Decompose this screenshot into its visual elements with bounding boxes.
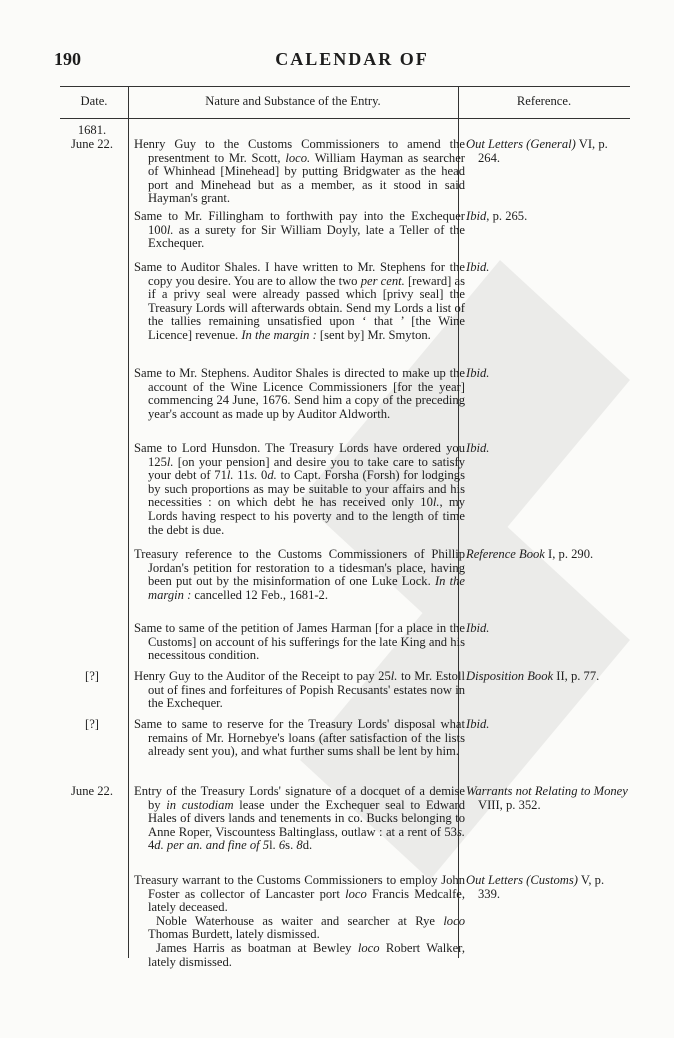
entry-text: Henry Guy to the Auditor of the Receipt to pay 25l. to Mr. Estoll out of fines and forfeitures of Popish Recusants' estates now in the Exchequer.: [134, 669, 465, 711]
entry-text: Treasury warrant to the Customs Commissioners to employ John Foster as collector of Lancaster port loco Francis Medcalfe, lately deceased. Noble Waterhouse as waiter and searcher at Rye loco Thomas Burdett, lately dismissed. James Harris as boatman at Bewley loco Robert Walker, lately dismissed.: [134, 873, 465, 969]
entry-text: Entry of the Treasury Lords' signature of a docquet of a demise by in custodiam lease under the Exchequer seal to Edward Hales of divers lands and tenements in co. Bucks belonging to Anne Roper, Viscountess Baltinglass, outlaw : at a rent of 53s. 4d. per an. and fine of 5l. 6s. 8d.: [134, 784, 466, 853]
running-title: CALENDAR OF: [275, 49, 429, 69]
entry-reference: Ibid.: [466, 717, 490, 731]
entry-text: Same to Mr. Stephens. Auditor Shales is directed to make up the account of the Wine Licence Commissioners [for the year] commencing 24 June, 1676. Send him a copy of the preceding year's account as made up by Auditor Aldworth.: [134, 366, 465, 421]
entry-reference: Reference Book I, p. 290.: [466, 547, 594, 561]
entry-date: 1681. June 22.: [71, 123, 113, 151]
entry-reference: Ibid.: [466, 366, 490, 380]
entry-text: Same to Lord Hunsdon. The Treasury Lords have ordered you 125l. [on your pension] and desire you to take care to satisfy your debt of 71l. 11s. 0d. to Capt. Forsha (Forsh) for lodgings by such proportions as may be suitable to your affairs and his necessities : on which debt he has received only 10l., my Lords having respect to his poverty and to the length of time the debt is due.: [134, 441, 466, 537]
column-header-nature: Nature and Substance of the Entry.: [205, 94, 381, 108]
column-header-reference: Reference.: [516, 94, 572, 108]
entry-reference: Ibid, p. 265.: [466, 209, 528, 223]
entry-text: Same to same to reserve for the Treasury Lords' disposal what remains of Mr. Hornebye's loans (after satisfaction of the lists already sent you), and what further sums shall be lent by him.: [134, 717, 465, 759]
entry-reference: Ibid.: [466, 621, 490, 635]
top-rule: [60, 86, 630, 87]
entry-text: Same to same of the petition of James Harman [for a place in the Customs] on account of his sufferings for the late King and his necessitous condition.: [134, 621, 465, 663]
entry-reference: Ibid.: [466, 441, 490, 455]
entry-text: Same to Auditor Shales. I have written to Mr. Stephens for the copy you desire. You are to allow the two per cent. [reward] as if a privy seal were already passed which [privy seal] the Treasury Lords will afterwards obtain. Send my Lords a list of the tallies remaining unsatisfied upon ‘ that ’ [the Wine Licence] revenue. In the margin : [sent by] Mr. Smyton.: [134, 260, 466, 342]
entry-text: Henry Guy to the Customs Commissioners to amend the presentment to Mr. Scott, loco. William Hayman as searcher of Whinhead [Minehead] by putting Bridgwater as the head port and Minehead but as a member, as it stood in said Hayman's grant.: [134, 137, 465, 206]
column-divider-1: [128, 86, 129, 958]
entry-reference: Ibid.: [466, 260, 490, 274]
entry-reference: Out Letters (General) VI, p. 264.: [466, 137, 608, 165]
entry-date: [?]: [85, 669, 99, 683]
entry-text: Same to Mr. Fillingham to forthwith pay into the Exchequer 100l. as a surety for Sir William Doyly, late a Teller of the Exchequer.: [134, 209, 465, 251]
entry-reference: Disposition Book II, p. 77.: [466, 669, 600, 683]
entry-date: [?]: [85, 717, 99, 731]
entry-reference: Out Letters (Customs) V, p. 339.: [466, 873, 605, 901]
entry-date: June 22.: [71, 784, 113, 798]
page-number: 190: [54, 49, 81, 69]
entry-reference: Warrants not Relating to Money VIII, p. 352.: [466, 784, 628, 812]
header-rule: [60, 118, 630, 119]
entry-subline: James Harris as boatman at Bewley loco Robert Walker, lately dismissed.: [148, 940, 465, 969]
entry-text: Treasury reference to the Customs Commissioners of Phillip Jordan's petition for restoration to a tidesman's place, having been put out by the misinformation of one Luke Lock. In the margin : cancelled 12 Feb., 1681-2.: [134, 547, 465, 602]
entry-subline: Noble Waterhouse as waiter and searcher at Rye loco Thomas Burdett, lately dismissed.: [148, 913, 465, 942]
column-header-date: Date.: [80, 94, 108, 108]
